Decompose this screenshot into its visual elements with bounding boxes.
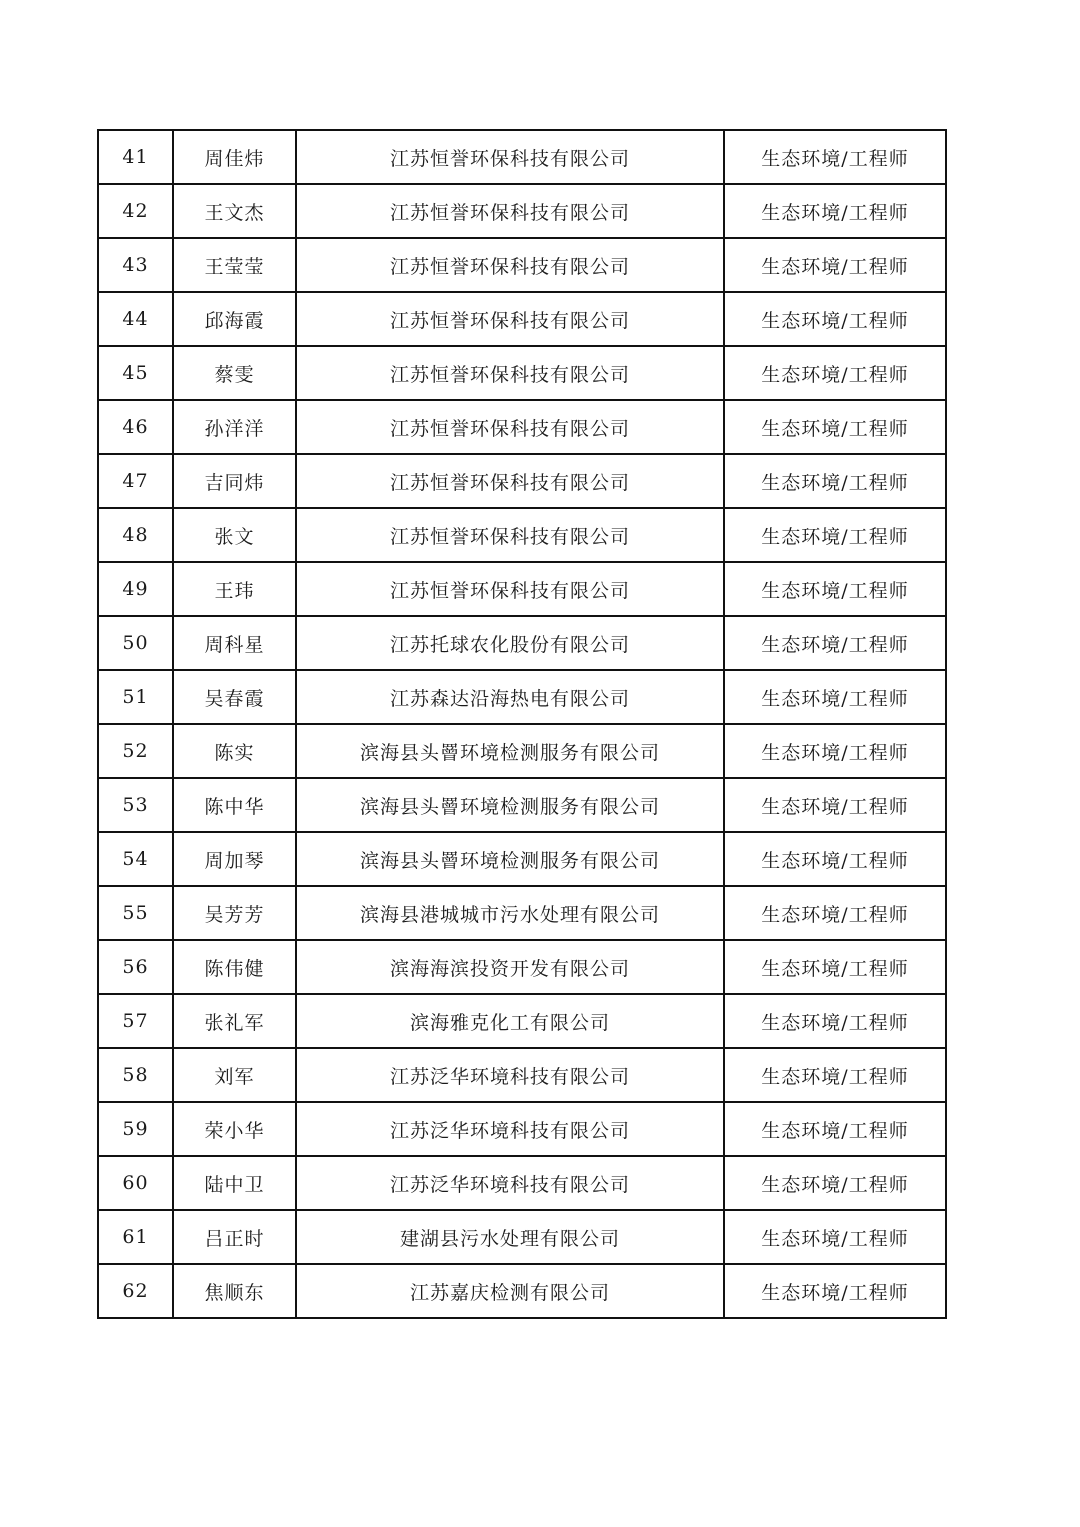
row-number-cell: 49 xyxy=(98,562,173,616)
professional-title-cell: 生态环境/工程师 xyxy=(724,886,946,940)
table-row xyxy=(98,1048,946,1102)
professional-title-cell: 生态环境/工程师 xyxy=(724,130,946,184)
table-row xyxy=(98,886,946,940)
table-row xyxy=(98,562,946,616)
person-name-cell: 陈伟健 xyxy=(173,940,296,994)
organization-cell: 江苏恒誉环保科技有限公司 xyxy=(296,292,724,346)
table-row xyxy=(98,724,946,778)
row-number-cell: 41 xyxy=(98,130,173,184)
row-number-cell: 55 xyxy=(98,886,173,940)
table-row xyxy=(98,1264,946,1318)
row-number-cell: 47 xyxy=(98,454,173,508)
organization-cell: 滨海县头罾环境检测服务有限公司 xyxy=(296,832,724,886)
row-number-cell: 58 xyxy=(98,1048,173,1102)
person-name-cell: 王莹莹 xyxy=(173,238,296,292)
professional-title-cell: 生态环境/工程师 xyxy=(724,616,946,670)
professional-title-cell: 生态环境/工程师 xyxy=(724,670,946,724)
row-number-cell: 46 xyxy=(98,400,173,454)
row-number-cell: 60 xyxy=(98,1156,173,1210)
table-row xyxy=(98,184,946,238)
table-row xyxy=(98,670,946,724)
organization-cell: 滨海县头罾环境检测服务有限公司 xyxy=(296,778,724,832)
organization-cell: 江苏恒誉环保科技有限公司 xyxy=(296,454,724,508)
professional-title-cell: 生态环境/工程师 xyxy=(724,562,946,616)
row-number-cell: 50 xyxy=(98,616,173,670)
organization-cell: 江苏泛华环境科技有限公司 xyxy=(296,1102,724,1156)
table-row xyxy=(98,400,946,454)
professional-title-cell: 生态环境/工程师 xyxy=(724,724,946,778)
organization-cell: 江苏嘉庆检测有限公司 xyxy=(296,1264,724,1318)
table-row xyxy=(98,778,946,832)
table-row xyxy=(98,1156,946,1210)
professional-title-cell: 生态环境/工程师 xyxy=(724,1048,946,1102)
table-row xyxy=(98,994,946,1048)
organization-cell: 江苏泛华环境科技有限公司 xyxy=(296,1048,724,1102)
person-name-cell: 周科星 xyxy=(173,616,296,670)
table-row xyxy=(98,454,946,508)
organization-cell: 建湖县污水处理有限公司 xyxy=(296,1210,724,1264)
person-name-cell: 邱海霞 xyxy=(173,292,296,346)
person-name-cell: 吕正时 xyxy=(173,1210,296,1264)
professional-title-cell: 生态环境/工程师 xyxy=(724,454,946,508)
person-name-cell: 周佳炜 xyxy=(173,130,296,184)
person-name-cell: 陈中华 xyxy=(173,778,296,832)
professional-title-cell: 生态环境/工程师 xyxy=(724,1156,946,1210)
row-number-cell: 52 xyxy=(98,724,173,778)
person-name-cell: 王玮 xyxy=(173,562,296,616)
organization-cell: 江苏泛华环境科技有限公司 xyxy=(296,1156,724,1210)
organization-cell: 江苏恒誉环保科技有限公司 xyxy=(296,238,724,292)
organization-cell: 滨海海滨投资开发有限公司 xyxy=(296,940,724,994)
professional-title-cell: 生态环境/工程师 xyxy=(724,1264,946,1318)
table-row xyxy=(98,292,946,346)
row-number-cell: 45 xyxy=(98,346,173,400)
row-number-cell: 54 xyxy=(98,832,173,886)
table-row xyxy=(98,1210,946,1264)
organization-cell: 江苏恒誉环保科技有限公司 xyxy=(296,346,724,400)
table-row xyxy=(98,1102,946,1156)
organization-cell: 江苏森达沿海热电有限公司 xyxy=(296,670,724,724)
table-row xyxy=(98,832,946,886)
organization-cell: 滨海雅克化工有限公司 xyxy=(296,994,724,1048)
person-name-cell: 刘军 xyxy=(173,1048,296,1102)
row-number-cell: 48 xyxy=(98,508,173,562)
person-name-cell: 陈实 xyxy=(173,724,296,778)
professional-title-cell: 生态环境/工程师 xyxy=(724,346,946,400)
roster-sheet xyxy=(97,129,945,1319)
organization-cell: 滨海县头罾环境检测服务有限公司 xyxy=(296,724,724,778)
organization-cell: 江苏恒誉环保科技有限公司 xyxy=(296,130,724,184)
row-number-cell: 44 xyxy=(98,292,173,346)
person-name-cell: 吴芳芳 xyxy=(173,886,296,940)
person-name-cell: 吴春霞 xyxy=(173,670,296,724)
person-name-cell: 周加琴 xyxy=(173,832,296,886)
person-name-cell: 张礼军 xyxy=(173,994,296,1048)
table-row xyxy=(98,346,946,400)
person-name-cell: 吉同炜 xyxy=(173,454,296,508)
professional-title-cell: 生态环境/工程师 xyxy=(724,292,946,346)
table-row xyxy=(98,130,946,184)
professional-title-cell: 生态环境/工程师 xyxy=(724,832,946,886)
person-name-cell: 张文 xyxy=(173,508,296,562)
row-number-cell: 61 xyxy=(98,1210,173,1264)
table-row xyxy=(98,508,946,562)
row-number-cell: 42 xyxy=(98,184,173,238)
professional-title-cell: 生态环境/工程师 xyxy=(724,238,946,292)
table-row xyxy=(98,940,946,994)
professional-title-cell: 生态环境/工程师 xyxy=(724,940,946,994)
person-name-cell: 荣小华 xyxy=(173,1102,296,1156)
professional-title-cell: 生态环境/工程师 xyxy=(724,1102,946,1156)
person-name-cell: 陆中卫 xyxy=(173,1156,296,1210)
person-name-cell: 孙洋洋 xyxy=(173,400,296,454)
professional-title-cell: 生态环境/工程师 xyxy=(724,184,946,238)
row-number-cell: 62 xyxy=(98,1264,173,1318)
row-number-cell: 56 xyxy=(98,940,173,994)
organization-cell: 江苏恒誉环保科技有限公司 xyxy=(296,562,724,616)
row-number-cell: 43 xyxy=(98,238,173,292)
organization-cell: 江苏恒誉环保科技有限公司 xyxy=(296,400,724,454)
row-number-cell: 59 xyxy=(98,1102,173,1156)
roster-table xyxy=(97,129,947,1319)
professional-title-cell: 生态环境/工程师 xyxy=(724,1210,946,1264)
row-number-cell: 51 xyxy=(98,670,173,724)
roster-table-body xyxy=(98,130,946,1318)
organization-cell: 江苏恒誉环保科技有限公司 xyxy=(296,508,724,562)
person-name-cell: 王文杰 xyxy=(173,184,296,238)
row-number-cell: 57 xyxy=(98,994,173,1048)
organization-cell: 江苏恒誉环保科技有限公司 xyxy=(296,184,724,238)
person-name-cell: 焦顺东 xyxy=(173,1264,296,1318)
professional-title-cell: 生态环境/工程师 xyxy=(724,400,946,454)
person-name-cell: 蔡雯 xyxy=(173,346,296,400)
professional-title-cell: 生态环境/工程师 xyxy=(724,508,946,562)
table-row xyxy=(98,238,946,292)
row-number-cell: 53 xyxy=(98,778,173,832)
organization-cell: 江苏托球农化股份有限公司 xyxy=(296,616,724,670)
professional-title-cell: 生态环境/工程师 xyxy=(724,994,946,1048)
table-row xyxy=(98,616,946,670)
organization-cell: 滨海县港城城市污水处理有限公司 xyxy=(296,886,724,940)
professional-title-cell: 生态环境/工程师 xyxy=(724,778,946,832)
